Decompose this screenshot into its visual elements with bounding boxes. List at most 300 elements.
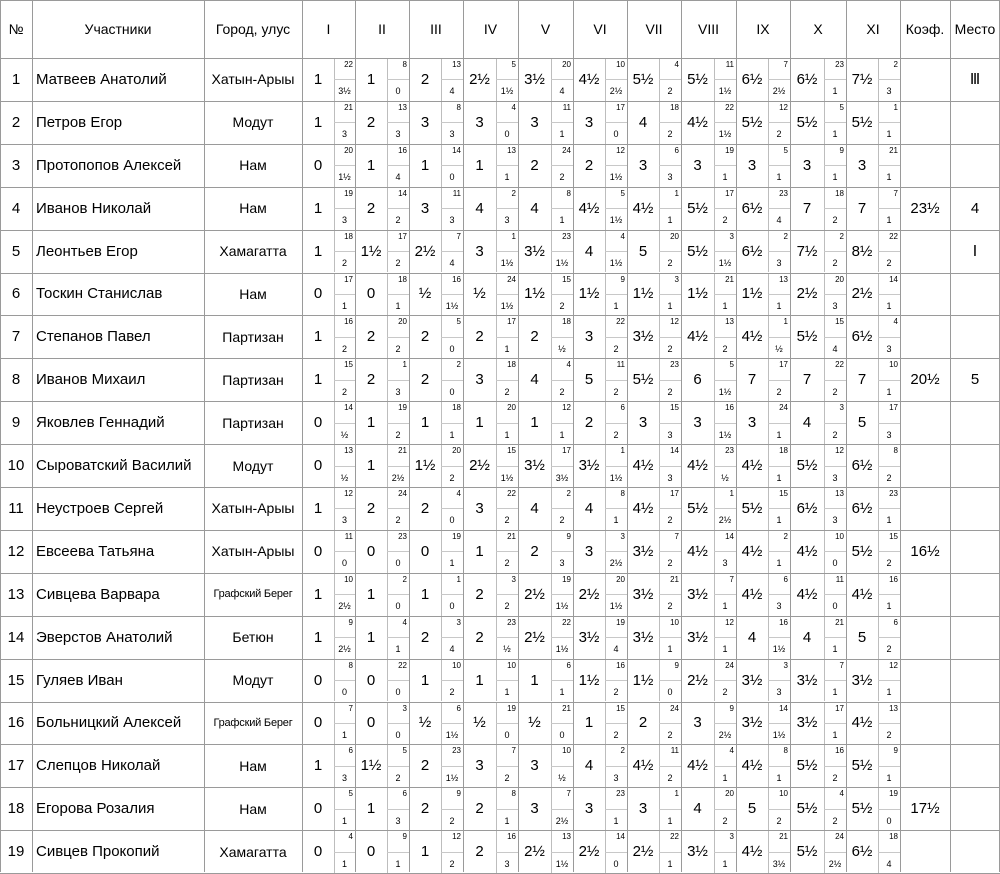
place <box>950 273 1000 316</box>
opponent-number: 1 <box>620 446 625 456</box>
round-total-score: 0 <box>366 285 376 303</box>
game-points: 1 <box>341 815 347 826</box>
opponent-number: 9 <box>839 145 844 155</box>
game-points: 2 <box>667 343 673 354</box>
participant-name: Сивцев Прокопий <box>36 843 160 861</box>
game-points: 1 <box>449 429 455 440</box>
game-points: 2½ <box>609 86 623 97</box>
header-round: IX <box>756 21 770 37</box>
round-total-score: 1 <box>475 156 484 174</box>
round-divider <box>441 208 463 209</box>
round-divider <box>551 466 573 467</box>
round-total-score: 5½ <box>687 70 708 88</box>
round-total-score: 7½ <box>851 70 873 88</box>
opponent-number: 7 <box>893 188 898 198</box>
round-divider <box>441 594 463 595</box>
opponent-number: 22 <box>670 832 679 842</box>
round-total-score: 2 <box>638 714 648 732</box>
opponent-number: 12 <box>725 617 734 627</box>
game-points: 2 <box>832 386 838 397</box>
round-divider <box>824 79 846 80</box>
participant-name: Сивцева Варвара <box>36 585 160 603</box>
place <box>950 444 1000 487</box>
round-total-score: 4½ <box>796 542 818 560</box>
opponent-number: 12 <box>616 145 625 155</box>
game-points: 1 <box>886 300 892 311</box>
round-divider <box>496 208 518 209</box>
place: 4 <box>970 199 980 217</box>
opponent-number: 16 <box>452 274 461 284</box>
game-points: 0 <box>449 515 455 526</box>
round-total-score: 1 <box>366 457 376 475</box>
place: 5 <box>970 371 980 389</box>
round-divider <box>334 466 355 467</box>
row-number: 7 <box>11 328 21 346</box>
game-points: 1 <box>613 515 619 526</box>
game-points: 3 <box>832 472 838 483</box>
game-points: 2 <box>667 386 673 397</box>
opponent-number: 7 <box>783 60 788 69</box>
round-divider <box>714 551 736 552</box>
round-divider <box>824 423 846 424</box>
header-round: I <box>326 21 331 37</box>
opponent-number: 16 <box>344 317 353 327</box>
opponent-number: 7 <box>674 531 679 541</box>
opponent-number: 21 <box>398 446 407 456</box>
participant-name: Слепцов Николай <box>36 757 161 775</box>
round-total-score: 3½ <box>524 70 545 88</box>
game-points: 1½ <box>500 300 514 311</box>
game-points: 3 <box>667 429 673 440</box>
round-divider <box>768 809 790 810</box>
round-total-score: 3 <box>475 371 484 389</box>
game-points: 2 <box>395 429 401 440</box>
game-points: 1 <box>504 429 510 440</box>
game-points: 1 <box>886 129 892 140</box>
round-total-score: 1 <box>366 414 376 432</box>
game-points: 2 <box>613 729 619 740</box>
round-divider <box>768 79 790 80</box>
participant-city: Модут <box>232 672 274 689</box>
round-total-score: ½ <box>473 714 486 732</box>
opponent-number: 23 <box>616 789 625 799</box>
round-divider <box>659 637 681 638</box>
round-total-score: 1½ <box>360 757 382 775</box>
game-points: 2 <box>886 472 892 483</box>
round-divider <box>824 723 846 724</box>
header-round: VIII <box>697 21 719 37</box>
round-divider <box>441 294 463 295</box>
game-points: 1 <box>832 129 838 140</box>
opponent-number: 7 <box>729 574 734 584</box>
game-points: 1 <box>832 729 838 740</box>
game-points: 2 <box>559 300 565 311</box>
round-total-score: 4 <box>530 371 539 389</box>
header-round: IV <box>483 21 498 37</box>
round-divider <box>768 165 790 166</box>
round-divider <box>387 723 409 724</box>
game-points: 2 <box>504 386 510 397</box>
opponent-number: 17 <box>670 489 679 498</box>
game-points: 1 <box>341 858 347 869</box>
round-divider <box>714 380 736 381</box>
round-divider <box>714 852 736 853</box>
round-divider <box>768 208 790 209</box>
round-divider <box>714 122 736 123</box>
row-number: 1 <box>11 70 21 88</box>
opponent-number: 20 <box>835 274 844 284</box>
round-divider <box>551 809 573 810</box>
round-total-score: 4½ <box>851 714 873 732</box>
opponent-number: 19 <box>889 789 898 799</box>
round-total-score: 2 <box>475 628 484 646</box>
opponent-number: 15 <box>889 531 898 541</box>
opponent-number: 6 <box>893 617 898 627</box>
participant-name: Яковлев Геннадий <box>36 414 165 432</box>
round-divider <box>441 809 463 810</box>
opponent-number: 22 <box>725 102 734 112</box>
round-total-score: 2½ <box>524 585 545 603</box>
game-points: ½ <box>340 472 349 483</box>
opponent-number: 16 <box>889 574 898 584</box>
opponent-number: 16 <box>398 145 407 155</box>
round-divider <box>878 766 900 767</box>
round-total-score: 3½ <box>687 585 708 603</box>
opponent-number: 20 <box>670 231 679 241</box>
round-divider <box>496 79 518 80</box>
place <box>950 744 1000 787</box>
participant-name: Протопопов Алексей <box>36 156 182 174</box>
round-divider <box>441 466 463 467</box>
round-divider <box>441 79 463 80</box>
opponent-number: 11 <box>670 746 679 756</box>
round-total-score: 6½ <box>851 328 873 346</box>
round-total-score: 3 <box>747 414 757 432</box>
game-points: 1 <box>395 858 401 869</box>
round-divider <box>496 766 518 767</box>
round-total-score: 5½ <box>741 113 763 131</box>
opponent-number: 10 <box>835 531 844 541</box>
coefficient <box>900 444 950 487</box>
opponent-number: 23 <box>670 360 679 370</box>
game-points: 2 <box>722 343 728 354</box>
round-divider <box>334 852 355 853</box>
round-divider <box>659 680 681 681</box>
game-points: 0 <box>504 129 510 140</box>
round-divider <box>387 809 409 810</box>
place <box>950 702 1000 745</box>
opponent-number: 2 <box>511 188 516 198</box>
opponent-number: 3 <box>729 231 734 241</box>
place <box>950 830 1000 873</box>
round-total-score: 3½ <box>796 671 818 689</box>
grid-hline-top <box>0 0 1000 1</box>
game-points: 0 <box>886 815 892 826</box>
round-divider <box>824 766 846 767</box>
game-points: 4 <box>449 258 455 269</box>
round-total-score: 2 <box>420 70 430 88</box>
round-divider <box>878 337 900 338</box>
game-points: 1 <box>776 300 782 311</box>
participant-city: Хамагатта <box>219 243 287 260</box>
game-points: 3 <box>667 172 673 183</box>
opponent-number: 1 <box>674 789 679 799</box>
game-points: 2½ <box>828 858 842 869</box>
opponent-number: 18 <box>452 403 461 413</box>
round-total-score: 2½ <box>524 843 545 861</box>
round-divider <box>659 852 681 853</box>
opponent-number: 2 <box>893 60 898 69</box>
game-points: 4 <box>613 644 619 655</box>
round-divider <box>878 208 900 209</box>
participant-name: Гуляев Иван <box>36 671 123 689</box>
opponent-number: 19 <box>562 574 571 584</box>
participant-city: Хатын-Арыы <box>211 71 295 88</box>
round-divider <box>768 723 790 724</box>
game-points: 2 <box>395 772 401 783</box>
participant-city: Бетюн <box>232 629 274 646</box>
participant-name: Матвеев Анатолий <box>36 70 167 88</box>
header-participants: Участники <box>84 21 152 37</box>
game-points: 2 <box>886 644 892 655</box>
round-total-score: 2 <box>420 757 430 775</box>
game-points: 2 <box>667 729 673 740</box>
opponent-number: 7 <box>348 703 353 713</box>
opponent-number: 20 <box>562 60 571 69</box>
round-divider <box>659 294 681 295</box>
row-number: 2 <box>11 113 21 131</box>
round-total-score: 5½ <box>796 113 818 131</box>
game-points: 3 <box>886 429 892 440</box>
opponent-number: 10 <box>670 617 679 627</box>
round-divider <box>824 122 846 123</box>
game-points: 0 <box>395 86 401 97</box>
round-divider <box>334 809 355 810</box>
round-total-score: 7 <box>747 371 757 389</box>
game-points: 3 <box>449 129 455 140</box>
opponent-number: 18 <box>344 231 353 241</box>
opponent-number: 14 <box>344 403 353 413</box>
participant-name: Леонтьев Егор <box>36 242 138 260</box>
game-points: 1½ <box>772 729 786 740</box>
game-points: 1 <box>832 687 838 698</box>
game-points: 4 <box>776 215 782 226</box>
participant-name: Иванов Михаил <box>36 371 146 389</box>
game-points: 3 <box>341 772 347 783</box>
game-points: 2 <box>886 729 892 740</box>
round-total-score: 3 <box>638 800 648 818</box>
game-points: 2 <box>449 815 455 826</box>
game-points: 1½ <box>445 300 459 311</box>
game-points: 1 <box>559 429 565 440</box>
round-divider <box>441 380 463 381</box>
opponent-number: 8 <box>783 746 788 756</box>
place <box>950 573 1000 616</box>
game-points: 2 <box>722 815 728 826</box>
game-points: 2 <box>449 858 455 869</box>
opponent-number: 23 <box>507 617 516 627</box>
opponent-number: 16 <box>725 403 734 413</box>
opponent-number: 17 <box>562 446 571 456</box>
game-points: 0 <box>613 129 619 140</box>
round-divider <box>714 251 736 252</box>
opponent-number: 22 <box>889 231 898 241</box>
header-city: Город, улус <box>215 21 291 37</box>
participant-city: Нам <box>239 800 267 817</box>
round-total-score: 6½ <box>741 199 763 217</box>
opponent-number: 4 <box>402 617 407 627</box>
game-points: 1 <box>341 300 347 311</box>
game-points: 1½ <box>555 601 569 612</box>
round-divider <box>605 423 627 424</box>
round-total-score: 4½ <box>632 457 654 475</box>
opponent-number: 17 <box>889 403 898 413</box>
game-points: 1 <box>776 515 782 526</box>
participant-name: Евсеева Татьяна <box>36 542 155 560</box>
round-divider <box>387 251 409 252</box>
game-points: 1 <box>667 815 673 826</box>
round-total-score: 7 <box>802 199 812 217</box>
game-points: 1½ <box>718 86 732 97</box>
opponent-number: 4 <box>729 746 734 756</box>
opponent-number: 17 <box>616 102 625 112</box>
coefficient <box>900 273 950 316</box>
opponent-number: 5 <box>620 188 625 198</box>
opponent-number: 1 <box>783 317 788 327</box>
round-divider <box>551 294 573 295</box>
game-points: 3 <box>832 515 838 526</box>
round-total-score: 1 <box>475 542 484 560</box>
game-points: 1½ <box>718 386 732 397</box>
game-points: 0 <box>449 172 455 183</box>
game-points: 1 <box>886 687 892 698</box>
round-divider <box>659 79 681 80</box>
game-points: 1 <box>722 601 728 612</box>
round-divider <box>605 637 627 638</box>
participant-name: Эверстов Анатолий <box>36 628 173 646</box>
round-total-score: 2 <box>420 800 430 818</box>
round-total-score: 5½ <box>687 499 708 517</box>
game-points: 1 <box>341 729 347 740</box>
opponent-number: 1 <box>456 574 461 584</box>
round-divider <box>605 380 627 381</box>
opponent-number: 4 <box>839 789 844 799</box>
row-number: 6 <box>11 285 21 303</box>
opponent-number: 4 <box>620 231 625 241</box>
round-divider <box>768 508 790 509</box>
game-points: 1 <box>886 386 892 397</box>
game-points: 2 <box>776 129 782 140</box>
game-points: 3 <box>504 215 510 226</box>
game-points: 2 <box>341 343 347 354</box>
round-total-score: 1 <box>313 70 323 88</box>
opponent-number: 4 <box>456 489 461 498</box>
round-divider <box>659 165 681 166</box>
game-points: 1 <box>667 300 673 311</box>
place <box>950 487 1000 530</box>
participant-name: Степанов Павел <box>36 328 151 346</box>
game-points: 3 <box>776 687 782 698</box>
round-total-score: 5½ <box>796 800 818 818</box>
round-divider <box>334 79 355 80</box>
round-divider <box>659 423 681 424</box>
participant-city: Модут <box>232 457 274 474</box>
round-divider <box>824 337 846 338</box>
opponent-number: 19 <box>452 531 461 541</box>
round-total-score: 3 <box>638 156 648 174</box>
game-points: 1 <box>504 343 510 354</box>
round-divider <box>441 337 463 338</box>
round-divider <box>605 466 627 467</box>
game-points: 2 <box>395 215 401 226</box>
round-total-score: 1 <box>313 585 323 603</box>
opponent-number: 20 <box>452 446 461 456</box>
coefficient <box>900 144 950 187</box>
game-points: 0 <box>449 601 455 612</box>
game-points: 1 <box>559 687 565 698</box>
round-divider <box>605 680 627 681</box>
opponent-number: 23 <box>725 446 734 456</box>
game-points: 1 <box>613 815 619 826</box>
opponent-number: 8 <box>511 789 516 799</box>
round-total-score: 1½ <box>578 285 600 303</box>
header-place: Место <box>954 21 996 37</box>
game-points: 0 <box>395 729 401 740</box>
round-divider <box>551 766 573 767</box>
round-total-score: 5½ <box>796 328 818 346</box>
row-number: 3 <box>11 156 21 174</box>
round-total-score: 4½ <box>851 585 873 603</box>
game-points: 2 <box>832 258 838 269</box>
round-total-score: 6½ <box>851 843 873 861</box>
round-divider <box>768 380 790 381</box>
opponent-number: 1 <box>893 102 898 112</box>
round-divider <box>387 766 409 767</box>
round-total-score: 3 <box>475 113 484 131</box>
game-points: 1½ <box>609 172 623 183</box>
round-total-score: 2½ <box>524 628 545 646</box>
opponent-number: 5 <box>729 360 734 370</box>
round-total-score: 5½ <box>741 499 763 517</box>
round-divider <box>496 337 518 338</box>
game-points: 3½ <box>338 86 351 97</box>
opponent-number: 15 <box>507 446 516 456</box>
game-points: ½ <box>721 472 729 483</box>
opponent-number: 23 <box>779 188 788 198</box>
row-number: 5 <box>11 242 21 260</box>
round-total-score: 4 <box>802 414 812 432</box>
opponent-number: 10 <box>452 660 461 670</box>
round-total-score: 3½ <box>687 628 708 646</box>
round-divider <box>551 423 573 424</box>
round-total-score: 2 <box>366 328 376 346</box>
game-points: 0 <box>395 558 401 569</box>
round-divider <box>441 680 463 681</box>
round-total-score: 3 <box>530 113 539 131</box>
game-points: 0 <box>832 558 838 569</box>
round-total-score: 0 <box>313 843 323 861</box>
opponent-number: 2 <box>402 574 407 584</box>
round-divider <box>551 79 573 80</box>
opponent-number: 21 <box>835 617 844 627</box>
participant-city: Партизан <box>222 328 284 345</box>
round-divider <box>334 165 355 166</box>
opponent-number: 6 <box>348 746 353 756</box>
opponent-number: 21 <box>562 703 571 713</box>
round-divider <box>878 122 900 123</box>
game-points: 3 <box>886 343 892 354</box>
coefficient: 23½ <box>910 199 940 217</box>
